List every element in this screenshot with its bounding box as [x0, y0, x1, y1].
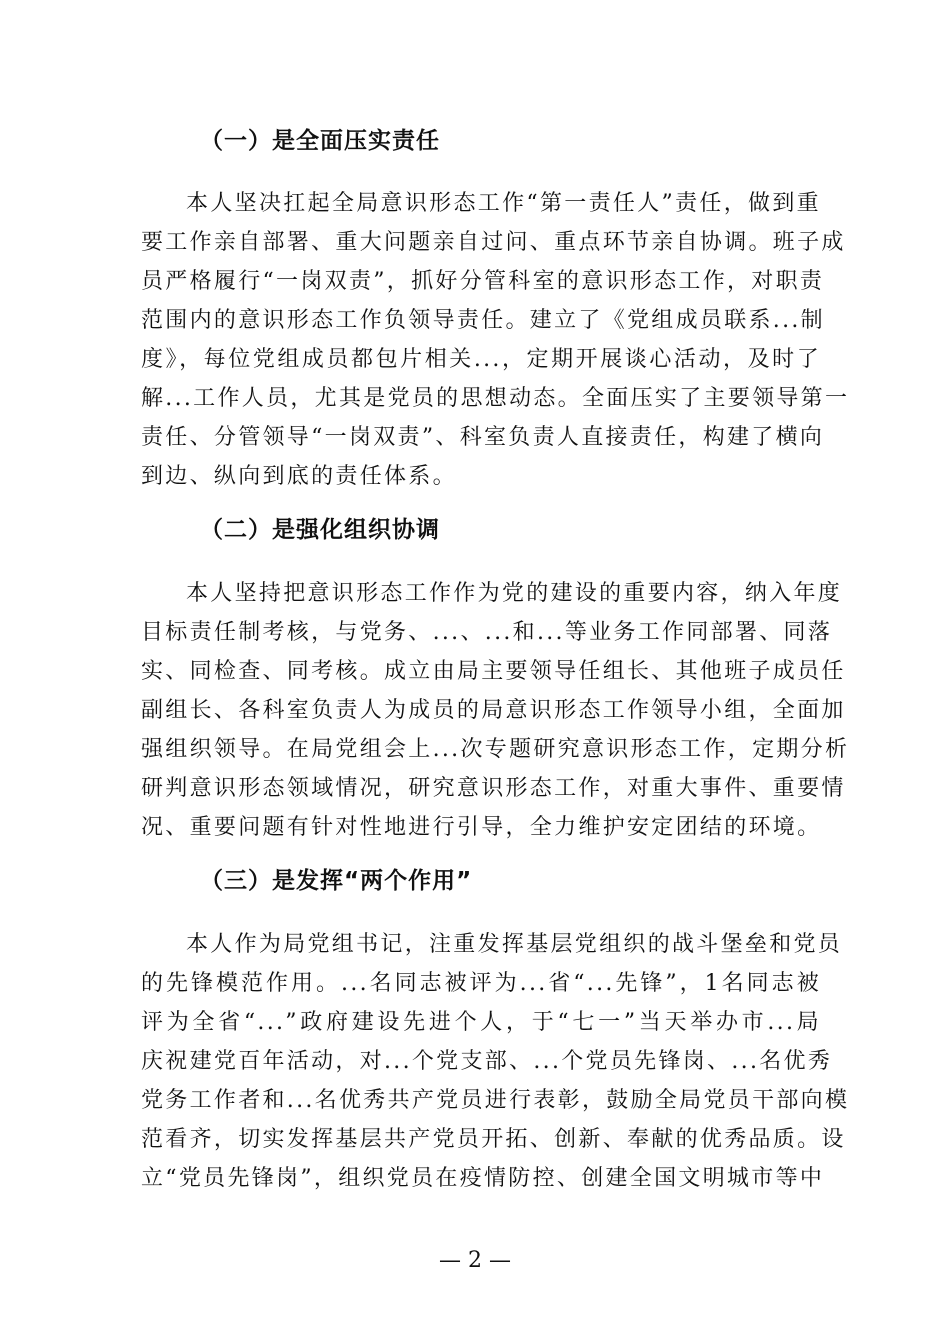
- paragraph-line: 庆祝建党百年活动，对...个党支部、...个党员先锋岗、...名优秀: [141, 1049, 833, 1074]
- paragraph-line: 范看齐，切实发挥基层共产党员开拓、创新、奉献的优秀品质。设: [141, 1127, 846, 1152]
- section-heading-3: （三）是发挥“两个作用”: [200, 868, 473, 894]
- paragraph-line: 强组织领导。在局党组会上...次专题研究意识形态工作，定期分析: [141, 737, 850, 762]
- paragraph-line: 实、同检查、同考核。成立由局主要领导任组长、其他班子成员任: [141, 659, 846, 684]
- section-body-1: [141, 184, 850, 496]
- paragraph-line: 本人作为局党组书记，注重发挥基层党组织的战斗堡垒和党员: [186, 932, 843, 957]
- paragraph-line: 况、重要问题有针对性地进行引导，全力维护安定团结的环境。: [141, 815, 822, 840]
- paragraph-line: 要工作亲自部署、重大问题亲自过问、重点环节亲自协调。班子成: [141, 230, 846, 255]
- section-heading-1: （一）是全面压实责任: [200, 128, 440, 154]
- paragraph-line: 副组长、各科室负责人为成员的局意识形态工作领导小组，全面加: [141, 698, 846, 723]
- paragraph-line: 本人坚持把意识形态工作作为党的建设的重要内容，纳入年度: [186, 581, 843, 606]
- paragraph-line: 员严格履行“一岗双责”，抓好分管科室的意识形态工作，对职责: [141, 269, 825, 294]
- paragraph-line: 研判意识形态领域情况，研究意识形态工作，对重大事件、重要情: [141, 776, 846, 801]
- section-body-2: [141, 574, 850, 847]
- paragraph-line: 度》，每位党组成员都包片相关...，定期开展谈心活动，及时了: [141, 347, 821, 372]
- paragraph-line: 范围内的意识形态工作负领导责任。建立了《党组成员联系...制: [141, 308, 825, 333]
- paragraph-line: 党务工作者和...名优秀共产党员进行表彰，鼓励全局党员干部向模: [141, 1088, 850, 1113]
- paragraph-line: 责任、分管领导“一岗双责”、科室负责人直接责任，构建了横向: [141, 425, 825, 450]
- paragraph-line: 本人坚决扛起全局意识形态工作“第一责任人”责任，做到重: [186, 191, 821, 216]
- paragraph-line: 目标责任制考核，与党务、...、...和...等业务工作同部署、同落: [141, 620, 833, 645]
- paragraph-line: 立“党员先锋岗”，组织党员在疫情防控、创建全国文明城市等中: [141, 1166, 825, 1191]
- page-number: — 2 —: [439, 1248, 511, 1273]
- paragraph-line: 的先锋模范作用。...名同志被评为...省“...先锋”，1名同志被: [141, 971, 821, 996]
- paragraph-line: 评为全省“...”政府建设先进个人，于“七一”当天举办市...局: [141, 1010, 821, 1035]
- paragraph-line: 解...工作人员，尤其是党员的思想动态。全面压实了主要领导第一: [141, 386, 850, 411]
- section-body-3: [141, 925, 850, 1198]
- section-heading-2: （二）是强化组织协调: [200, 517, 440, 543]
- paragraph-line: 到边、纵向到底的责任体系。: [141, 464, 457, 489]
